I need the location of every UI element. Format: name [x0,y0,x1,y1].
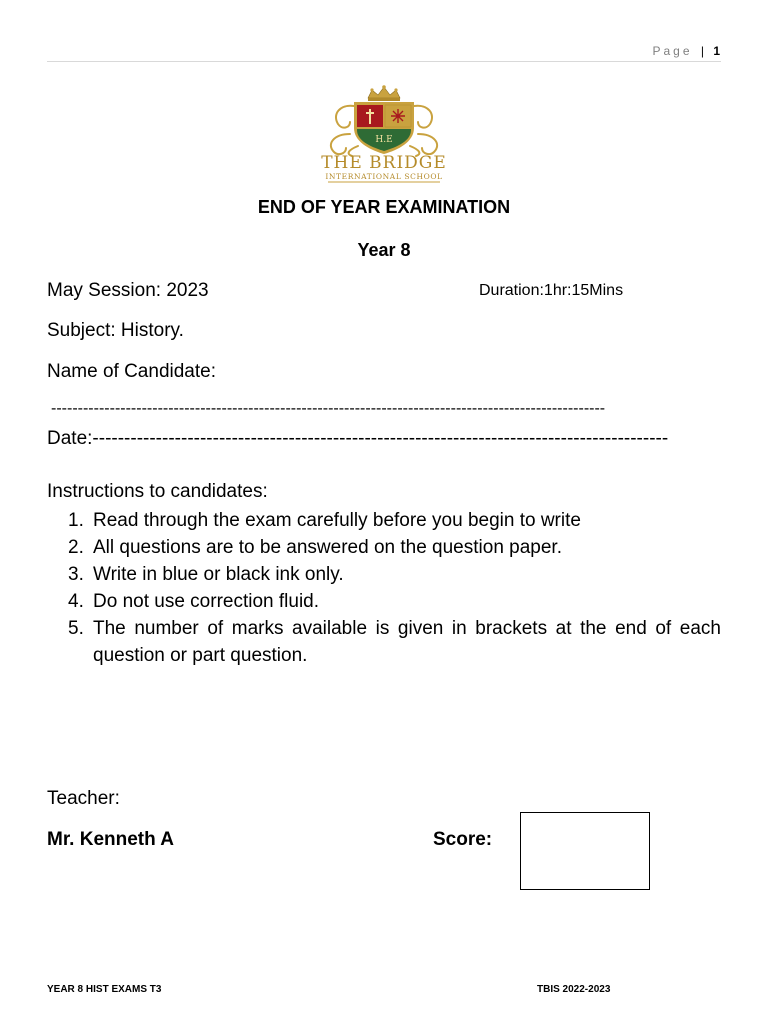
shield-text: H.E [375,135,393,145]
page-number: 1 [713,44,720,58]
instructions-title: Instructions to candidates: [47,481,268,502]
school-subtitle: INTERNATIONAL SCHOOL [325,172,443,181]
footer-school-year: TBIS 2022-2023 [537,984,611,995]
teacher-label: Teacher: [47,788,120,809]
instruction-text: Write in blue or black ink only. [93,564,344,585]
instructions-list [68,507,721,669]
instruction-item [68,588,721,615]
instruction-number: 5. [68,618,84,639]
shield-icon [354,102,414,154]
instruction-number: 1. [68,510,84,531]
page-label: Page [652,44,693,58]
instruction-item [68,561,721,588]
instruction-number: 4. [68,591,84,612]
teacher-name: Mr. Kenneth A [47,829,175,850]
header-rule [47,61,721,62]
footer-exam-code: YEAR 8 HIST EXAMS T3 [47,984,162,995]
score-box[interactable] [520,812,650,890]
exam-year: Year 8 [357,240,411,260]
exam-session: May Session: 2023 [47,280,209,301]
instruction-text: Do not use correction fluid. [93,591,320,612]
instruction-text: The number of marks available is given in brackets at the end of each question or part question. [93,618,721,666]
instruction-number: 3. [68,564,84,585]
school-name: THE BRIDGE [321,153,447,173]
page-separator: | [700,44,704,58]
instruction-item [68,507,721,534]
date-line: Date:------------------------------------------------------------------------------------------- [47,428,669,449]
page-number-header [652,44,720,58]
candidate-name-line: -------------------------------------------------------------------------------------------------------- [51,400,606,417]
instruction-text: Read through the exam carefully before you begin to write [93,510,581,531]
score-label: Score: [433,829,493,850]
exam-duration: Duration:1hr:15Mins [479,282,624,299]
exam-title: END OF YEAR EXAMINATION [257,197,511,217]
candidate-name-label: Name of Candidate: [47,361,216,382]
exam-subject: Subject: History. [47,320,184,341]
instruction-text: All questions are to be answered on the question paper. [93,537,562,558]
instruction-item [68,615,721,669]
instruction-number: 2. [68,537,84,558]
crown-icon [368,85,400,101]
instruction-item [68,534,721,561]
school-logo [288,84,480,186]
